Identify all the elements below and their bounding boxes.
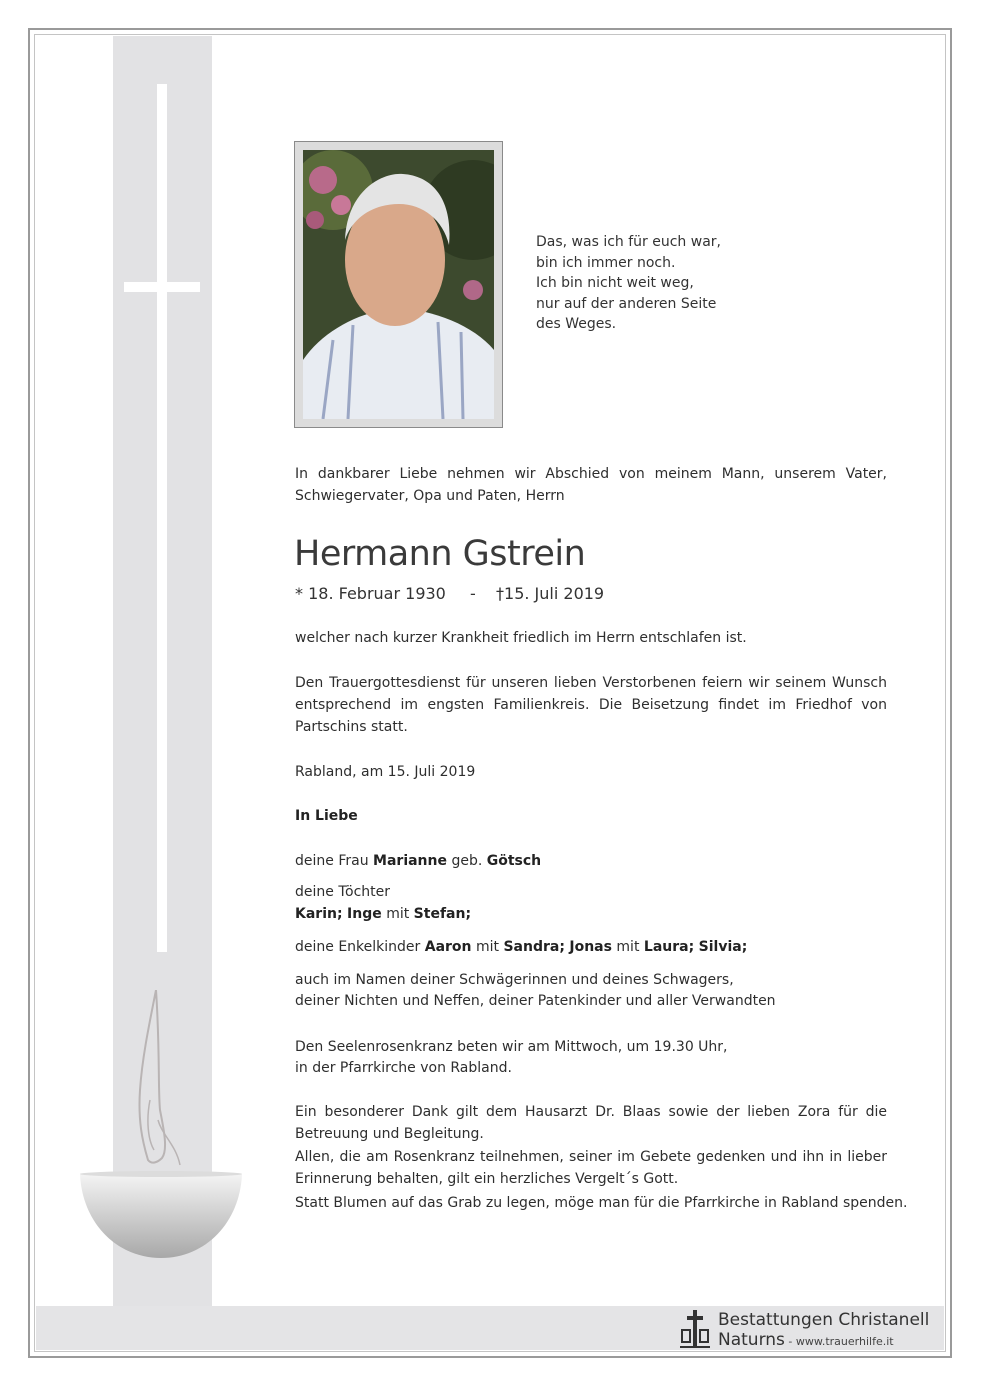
company-name: Bestattungen Christanell — [718, 1310, 930, 1330]
birth-date: * 18. Februar 1930 — [295, 584, 446, 603]
partner-name: Laura; — [643, 939, 695, 955]
date-separator: - — [470, 584, 476, 603]
daughters-label: deine Töchter — [295, 884, 391, 900]
wife-prefix: deine Frau — [295, 853, 369, 869]
funeral-home-logo-icon — [680, 1308, 710, 1350]
in-love-label: In Liebe — [295, 808, 358, 824]
service-text: Den Trauergottesdienst für unseren lieben Verstorbenen feiern wir seinem Wunsch entsprechend im engsten Familienkreis. Die Beisetzung findet im Friedhof von Partschins statt. — [295, 675, 887, 735]
wife-maiden-name: Götsch — [486, 853, 542, 869]
mit-text: mit — [386, 906, 410, 922]
relatives-line-1: auch im Namen deiner Schwägerinnen und deines Schwagers, — [295, 972, 734, 988]
grandchild-name: Aaron — [424, 939, 472, 955]
place-date: Rabland, am 15. Juli 2019 — [295, 764, 476, 780]
life-dates — [295, 582, 604, 606]
poem — [536, 232, 721, 335]
poem-line: bin ich immer noch. — [536, 254, 676, 271]
intro-text: In dankbarer Liebe nehmen wir Abschied von meinem Mann, unserem Vater, Schwiegervater, Opa und Paten, Herrn — [295, 466, 887, 504]
passing-text: welcher nach kurzer Krankheit friedlich im Herrn entschlafen ist. — [295, 630, 747, 646]
thanks-text-2: Allen, die am Rosenkranz teilnehmen, seiner im Gebete gedenken und ihn in lieber Erinnerung behalten, gilt ein herzliches Vergelt´s Gott. — [295, 1149, 887, 1187]
wife-geb: geb. — [451, 853, 483, 869]
grandchildren-line — [295, 936, 887, 958]
partner-name: Sandra; — [503, 939, 565, 955]
mit-text: mit — [616, 939, 640, 955]
company-website: - www.trauerhilfe.it — [784, 1335, 894, 1348]
donation-text: Statt Blumen auf das Grab zu legen, möge man für die Pfarrkirche in Rabland spenden. — [295, 1195, 908, 1211]
death-date: †15. Juli 2019 — [496, 584, 605, 603]
grandchild-name: Silvia; — [698, 939, 748, 955]
in-love-heading — [295, 805, 887, 827]
poem-line: des Weges. — [536, 316, 617, 332]
flame-icon — [128, 990, 198, 1170]
rosary-line-1: Den Seelenrosenkranz beten wir am Mittwoch, um 19.30 Uhr, — [295, 1039, 728, 1055]
portrait-photo — [303, 150, 494, 419]
daughter-name: Karin; — [295, 906, 343, 922]
bowl-icon — [78, 1170, 244, 1260]
poem-line: Das, was ich für euch war, — [536, 234, 721, 250]
daughter-name: Inge — [347, 906, 382, 922]
rosary-line-2: in der Pfarrkirche von Rabland. — [295, 1060, 512, 1076]
cross-bar — [124, 282, 200, 292]
grandchildren-prefix: deine Enkelkinder — [295, 939, 421, 955]
company-location — [718, 1330, 894, 1352]
mit-text: mit — [475, 939, 500, 955]
poem-line: nur auf der anderen Seite — [536, 295, 717, 312]
company-town: Naturns — [718, 1330, 785, 1350]
partner-name: Stefan; — [413, 906, 472, 922]
deceased-name: Hermann Gstrein — [294, 534, 586, 574]
portrait-frame — [294, 141, 503, 428]
thanks-text-1: Ein besonderer Dank gilt dem Hausarzt Dr. Blaas sowie der lieben Zora für die Betreuung und Begleitung. — [295, 1104, 887, 1142]
poem-line: Ich bin nicht weit weg, — [536, 275, 694, 291]
daughters-line — [295, 903, 887, 925]
relatives-line-2: deiner Nichten und Neffen, deiner Patenkinder und aller Verwandten — [295, 993, 776, 1009]
cross-icon — [157, 84, 167, 952]
wife-line — [295, 850, 887, 872]
wife-name: Marianne — [373, 853, 447, 869]
grandchild-name: Jonas — [569, 939, 612, 955]
